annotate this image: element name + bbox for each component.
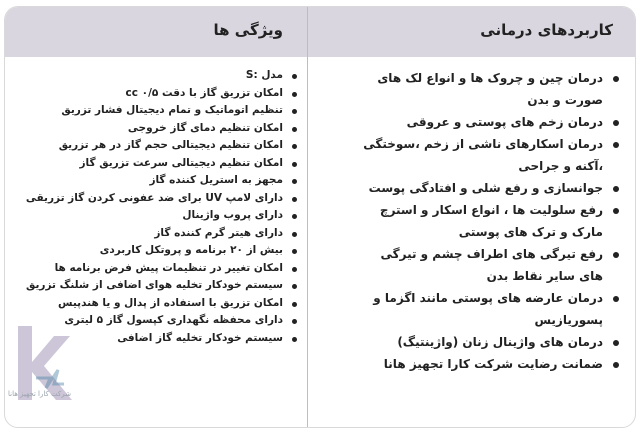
therapeutic-item (355, 177, 621, 199)
features-item (11, 85, 297, 103)
therapeutic-item-text: ضمانت رضایت شرکت کارا تجهیز هانا (383, 357, 603, 371)
bullet-icon (613, 76, 619, 82)
features-item-text: دارای هیتر گرم کننده گاز (154, 226, 283, 239)
bullet-icon (292, 284, 297, 289)
features-item-text: سیستم خودکار تخلیه هوای اضافی از شلنگ تزریق (26, 279, 283, 291)
features-item-text: امکان تنظیم دیجیتالی حجم گاز در هر تزریق (58, 139, 283, 151)
therapeutic-item-text: رفع تیرگی های اطراف چشم و تیرگی های سایر نقاط بدن (380, 247, 603, 283)
bullet-icon (292, 232, 297, 237)
bullet-icon (613, 362, 619, 368)
bullet-icon (292, 109, 297, 114)
features-item-text: بیش از ۲۰ برنامه و پروتکل کاربردی (99, 244, 283, 256)
therapeutic-header: کاربردهای درمانی (480, 21, 613, 39)
column-divider (307, 7, 308, 427)
features-item-text: تنظیم اتوماتیک و تمام دیجیتال فشار تزریق (61, 104, 283, 116)
features-item-text: دارای محفظه نگهداری کپسول گاز ۵ لیتری (64, 314, 283, 326)
features-item-text: دارای پروب واژینال (182, 209, 283, 221)
therapeutic-item-text: رفع سلولیت ها ، انواع اسکار و استرچ مارک و ترک های پوستی (379, 203, 603, 239)
therapeutic-item (355, 111, 621, 133)
features-table (4, 6, 636, 428)
therapeutic-item (355, 353, 621, 375)
therapeutic-item-text: درمان چین و چروک ها و انواع لک های صورت و بدن (377, 71, 603, 107)
features-item (11, 207, 297, 225)
bullet-icon (613, 252, 619, 258)
bullet-icon (613, 142, 619, 148)
bullet-icon (613, 296, 619, 302)
bullet-icon (292, 162, 297, 167)
bullet-icon (292, 92, 297, 97)
bullet-icon (292, 337, 297, 342)
features-item (11, 242, 297, 260)
features-item (11, 102, 297, 120)
bullet-icon (292, 302, 297, 307)
bullet-icon (613, 120, 619, 126)
features-item (11, 67, 297, 85)
therapeutic-item (355, 331, 621, 353)
therapeutic-list (355, 67, 621, 375)
bullet-icon (292, 319, 297, 324)
bullet-icon (613, 340, 619, 346)
therapeutic-item-text: جوانسازی و رفع شلی و افتادگی پوست (368, 181, 603, 195)
logo-caption: شرکت کارا تجهیز هانا (8, 390, 71, 398)
bullet-icon (292, 267, 297, 272)
features-item-text: سیستم خودکار تخلیه گاز اضافی (117, 331, 283, 344)
features-item (11, 277, 297, 295)
therapeutic-item-text: درمان اسکارهای ناشی از زخم ،سوختگی ،آکنه و جراحی (363, 137, 603, 173)
features-item (11, 225, 297, 243)
bullet-icon (613, 186, 619, 192)
features-item-text: مدل :S (245, 69, 283, 81)
company-logo-icon (6, 318, 96, 414)
features-item-text: امکان تنظیم دیجیتالی سرعت تزریق گاز (79, 156, 283, 169)
bullet-icon (292, 214, 297, 219)
therapeutic-item-text: درمان عارضه های پوستی مانند اگزما و پسوریازیس (373, 291, 603, 327)
bullet-icon (292, 179, 297, 184)
therapeutic-item (355, 287, 621, 331)
therapeutic-item (355, 199, 621, 243)
features-item-text: امکان تنظیم دمای گاز خروجی (127, 121, 283, 134)
features-item (11, 155, 297, 173)
bullet-icon (292, 197, 297, 202)
therapeutic-item (355, 67, 621, 111)
features-item-text: مجهز به استریل کننده گاز (149, 174, 283, 186)
features-item (11, 260, 297, 278)
features-item (11, 172, 297, 190)
features-item (11, 295, 297, 313)
bullet-icon (292, 144, 297, 149)
features-list (11, 67, 297, 347)
features-item-text: امکان تزریق گاز با دقت ۰/۵ cc (125, 86, 283, 99)
features-header: ویژگی ها (213, 21, 283, 39)
therapeutic-item (355, 133, 621, 177)
features-item (11, 137, 297, 155)
features-item (11, 190, 297, 208)
features-item-text: امکان تزریق با استفاده از پدال و یا هندپیس (58, 296, 283, 309)
bullet-icon (292, 249, 297, 254)
therapeutic-item (355, 243, 621, 287)
bullet-icon (292, 127, 297, 132)
features-item-text: امکان تغییر در تنظیمات پیش فرض برنامه ها (54, 261, 283, 274)
features-item (11, 120, 297, 138)
bullet-icon (613, 208, 619, 214)
therapeutic-item-text: درمان های واژینال زنان (واژینتیگ) (397, 335, 603, 349)
bullet-icon (292, 74, 297, 79)
features-item-text: دارای لامپ UV برای ضد عفونی کردن گاز تزریقی (25, 191, 283, 204)
therapeutic-item-text: درمان زخم های پوستی و عروقی (406, 115, 603, 129)
